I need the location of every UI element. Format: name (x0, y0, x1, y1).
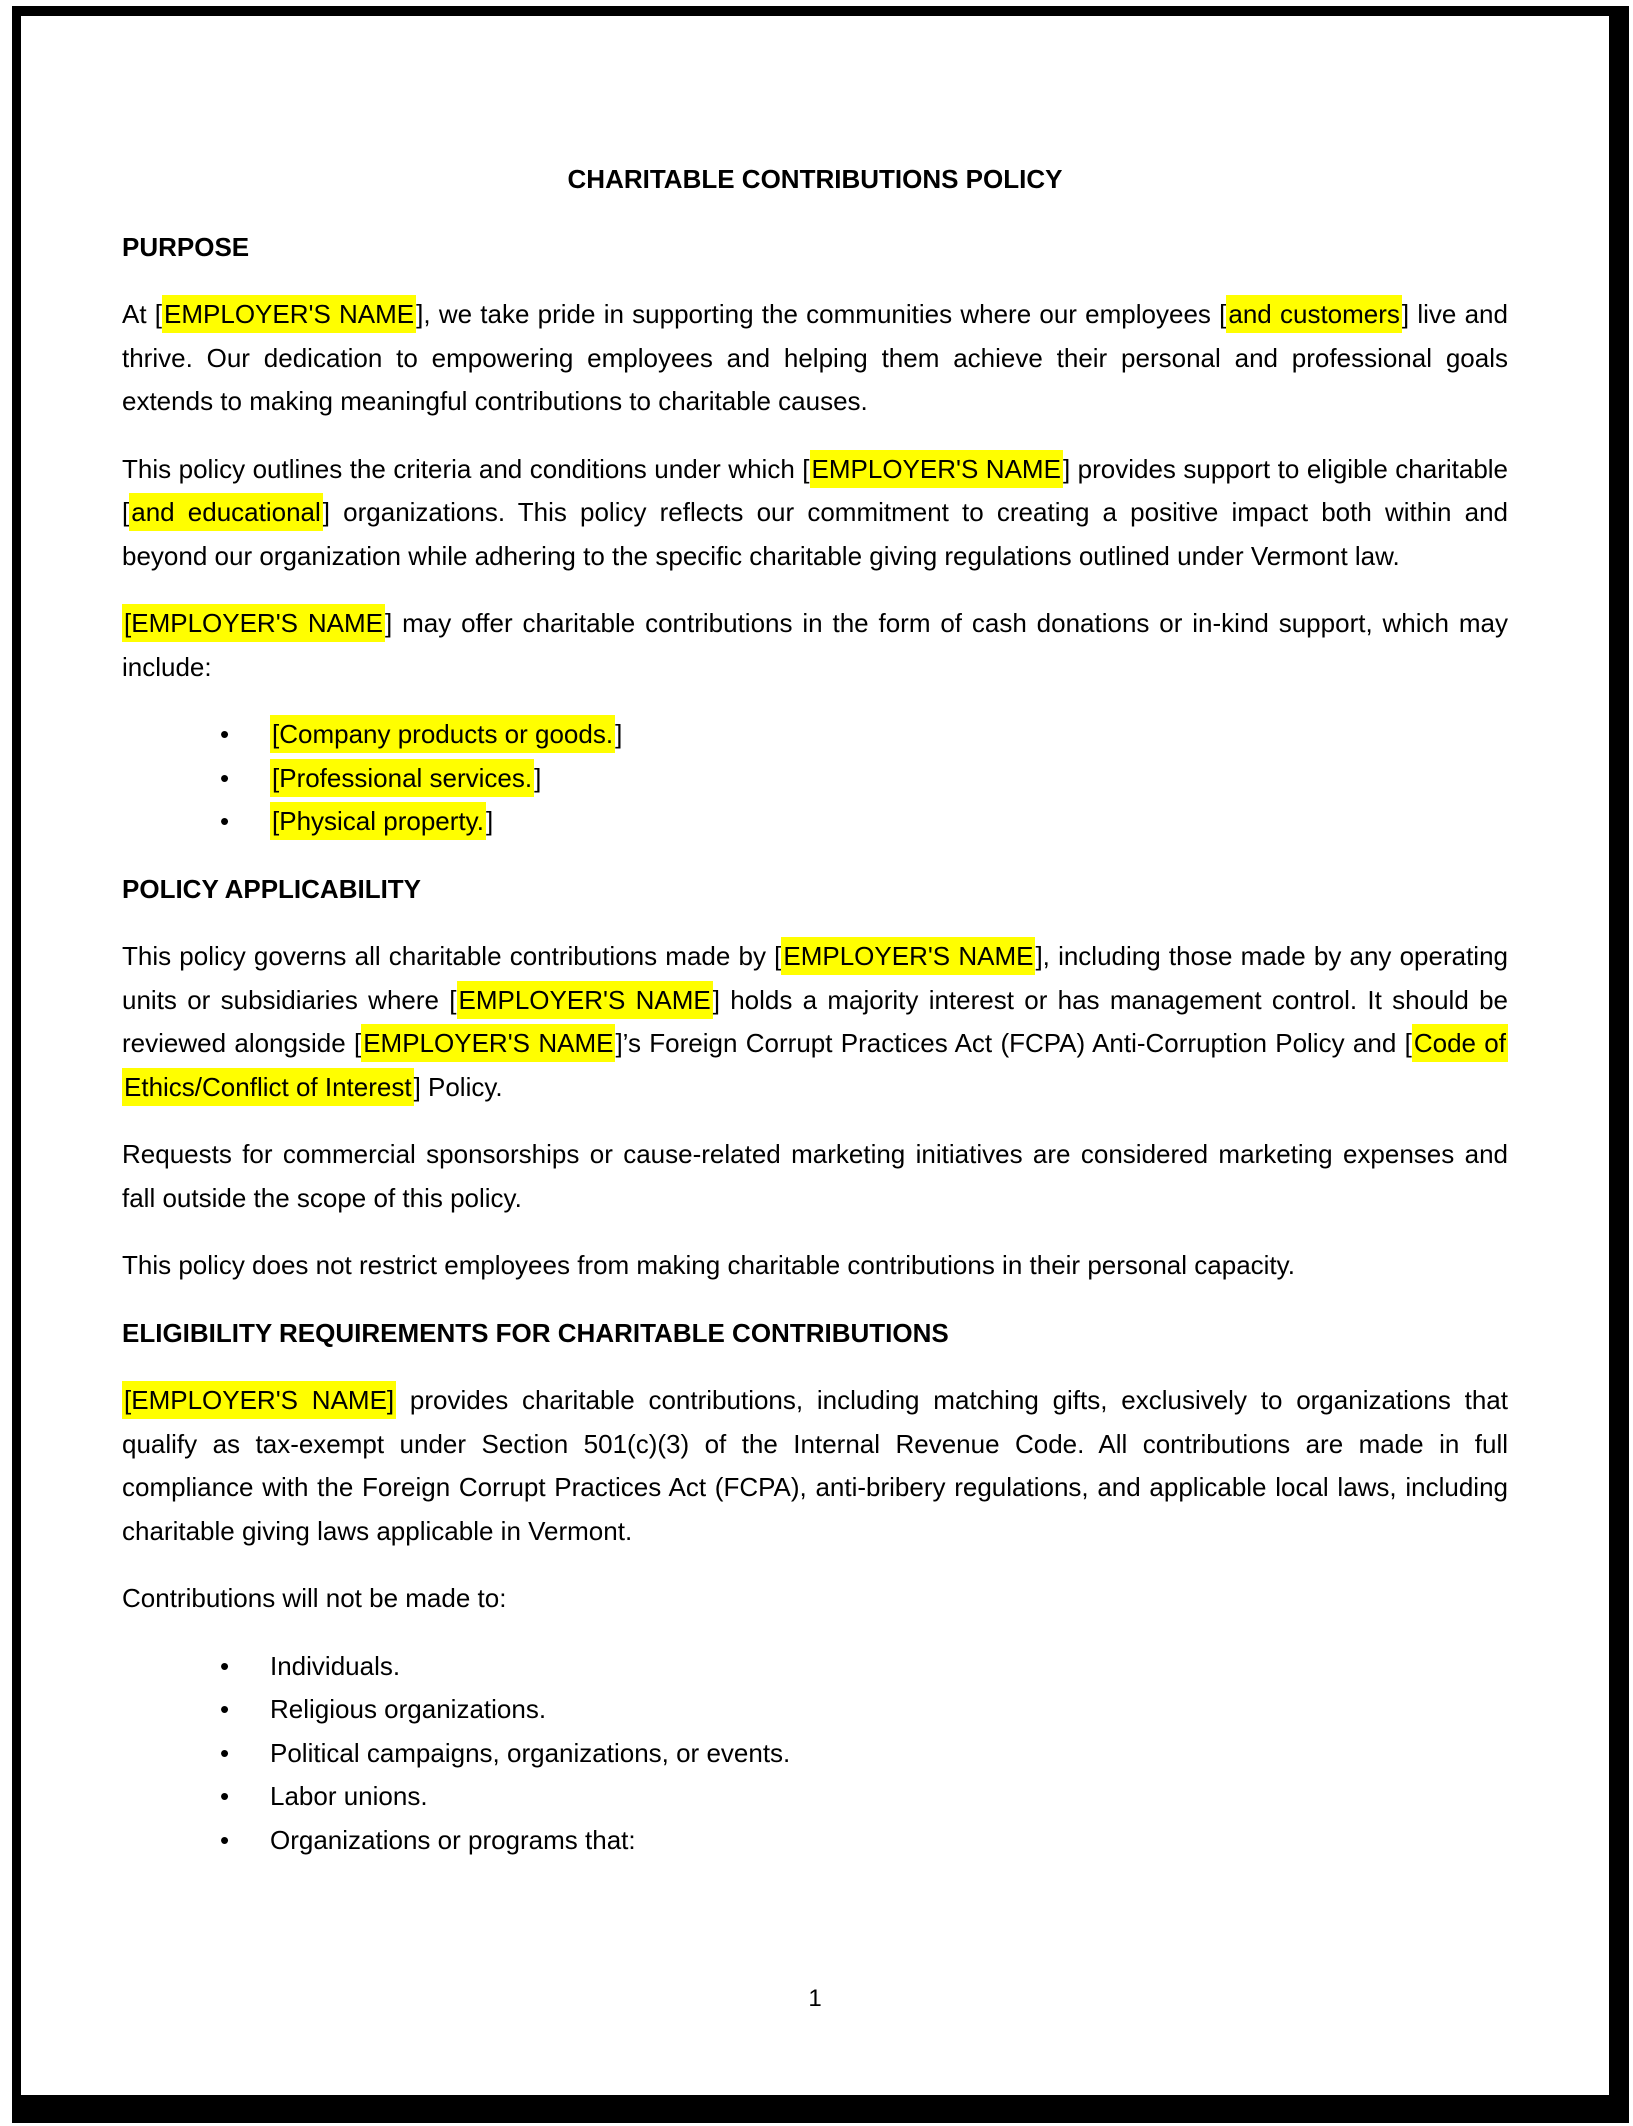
text-run: ] (615, 719, 623, 749)
paragraph-policy-outline (122, 448, 1508, 579)
list-item (270, 800, 1508, 844)
highlighted-placeholder: EMPLOYER'S NAME (457, 981, 713, 1019)
text-run: ]’s Foreign Corrupt Practices Act (FCPA) Anti-Corruption Policy and [ (615, 1028, 1412, 1058)
text-run: ] provides support to eligible charitable [ (122, 453, 1509, 527)
list-item: • Religious organizations. (270, 1688, 1508, 1732)
list-item: • Labor unions. (270, 1775, 1508, 1819)
text-run: ], we take pride in supporting the communities where our employees [ (416, 299, 1227, 329)
heading-eligibility-requirements: ELIGIBILITY REQUIREMENTS FOR CHARITABLE CONTRIBUTIONS (122, 1317, 949, 1348)
highlighted-placeholder: [Physical property. (270, 802, 486, 840)
highlighted-placeholder: [Professional services. (270, 759, 534, 797)
highlighted-placeholder: EMPLOYER'S NAME (361, 1024, 615, 1062)
paragraph-applicability-sponsorships (122, 1133, 1508, 1220)
highlighted-placeholder: and educational (129, 493, 323, 531)
heading-policy-applicability: POLICY APPLICABILITY (122, 873, 422, 904)
list-item (270, 757, 1508, 801)
paragraph-contributions-not-made (122, 1577, 1508, 1621)
text-run: provides charitable contributions, including matching gifts, exclusively to organizations that qualify as tax-exempt under Section 501(c)(3) of the Internal Revenue Code. All contributions are made in full compliance with the Foreign Corrupt Practices Act (FCPA), anti-bribery regulations, and applicable local laws, including charitable giving laws applicable in Vermont. (122, 1385, 1508, 1546)
list-item: • Organizations or programs that: (270, 1819, 1508, 1863)
highlighted-placeholder: Code of Ethics/Conflict of Interest (122, 1024, 1508, 1106)
text-run: Contributions will not be made to: (122, 1583, 507, 1613)
highlighted-placeholder: EMPLOYER'S NAME (162, 295, 416, 333)
paragraph-eligibility-provides (122, 1379, 1508, 1553)
highlighted-placeholder: EMPLOYER'S NAME (810, 450, 1063, 488)
highlighted-placeholder: [EMPLOYER'S NAME] (122, 1381, 396, 1419)
heading-purpose: PURPOSE (122, 231, 250, 262)
text-run: ] (485, 806, 494, 836)
highlighted-placeholder: [EMPLOYER'S NAME (122, 604, 385, 642)
in-kind-contributions-list (122, 713, 1508, 844)
list-item: • Political campaigns, organizations, or events. (270, 1732, 1508, 1776)
paragraph-purpose-intro (122, 293, 1508, 424)
list-item (270, 713, 1508, 757)
text-run: ] Policy. (413, 1071, 503, 1102)
text-run: ] live and thrive. Our dedication to empowering employees and helping them achieve their personal and professional goals extends to making meaningful contributions to charitable causes. (122, 299, 1508, 416)
highlighted-placeholder: [Company products or goods. (270, 715, 615, 753)
paragraph-contribution-forms (122, 602, 1508, 689)
text-run: This policy governs all charitable contributions made by [ (122, 941, 782, 971)
text-run: ] may offer charitable contributions in the form of cash donations or in-kind support, which may include: (122, 608, 1508, 682)
highlighted-placeholder: and customers (1226, 295, 1402, 333)
page-number: 1 (808, 1985, 822, 2012)
text-run: Requests for commercial sponsorships or cause-related marketing initiatives are considered marketing expenses and fall outside the scope of this policy. (122, 1139, 1508, 1213)
text-run: This policy does not restrict employees from making charitable contributions in their personal capacity. (122, 1250, 1295, 1280)
text-run: ] organizations. This policy reflects our commitment to creating a positive impact both within and beyond our organization while adhering to the specific charitable giving regulations outlined under Vermont law. (122, 497, 1508, 571)
text-run: ] holds a majority interest or has management control. It should be reviewed alongside [ (122, 984, 1508, 1058)
document-content (122, 0, 1509, 2012)
list-item: • Individuals. (270, 1645, 1508, 1689)
highlighted-placeholder: EMPLOYER'S NAME (781, 937, 1035, 975)
text-run: At [ (122, 299, 163, 329)
exclusions-list (122, 1645, 1508, 1863)
document-title: CHARITABLE CONTRIBUTIONS POLICY (567, 164, 1063, 194)
paragraph-applicability-governs (122, 935, 1508, 1109)
text-run: This policy outlines the criteria and conditions under which [ (122, 453, 810, 484)
text-run: ], including those made by any operating units or subsidiaries where [ (122, 941, 1509, 1015)
text-run: ] (534, 762, 542, 793)
paragraph-applicability-personal (122, 1244, 1508, 1288)
